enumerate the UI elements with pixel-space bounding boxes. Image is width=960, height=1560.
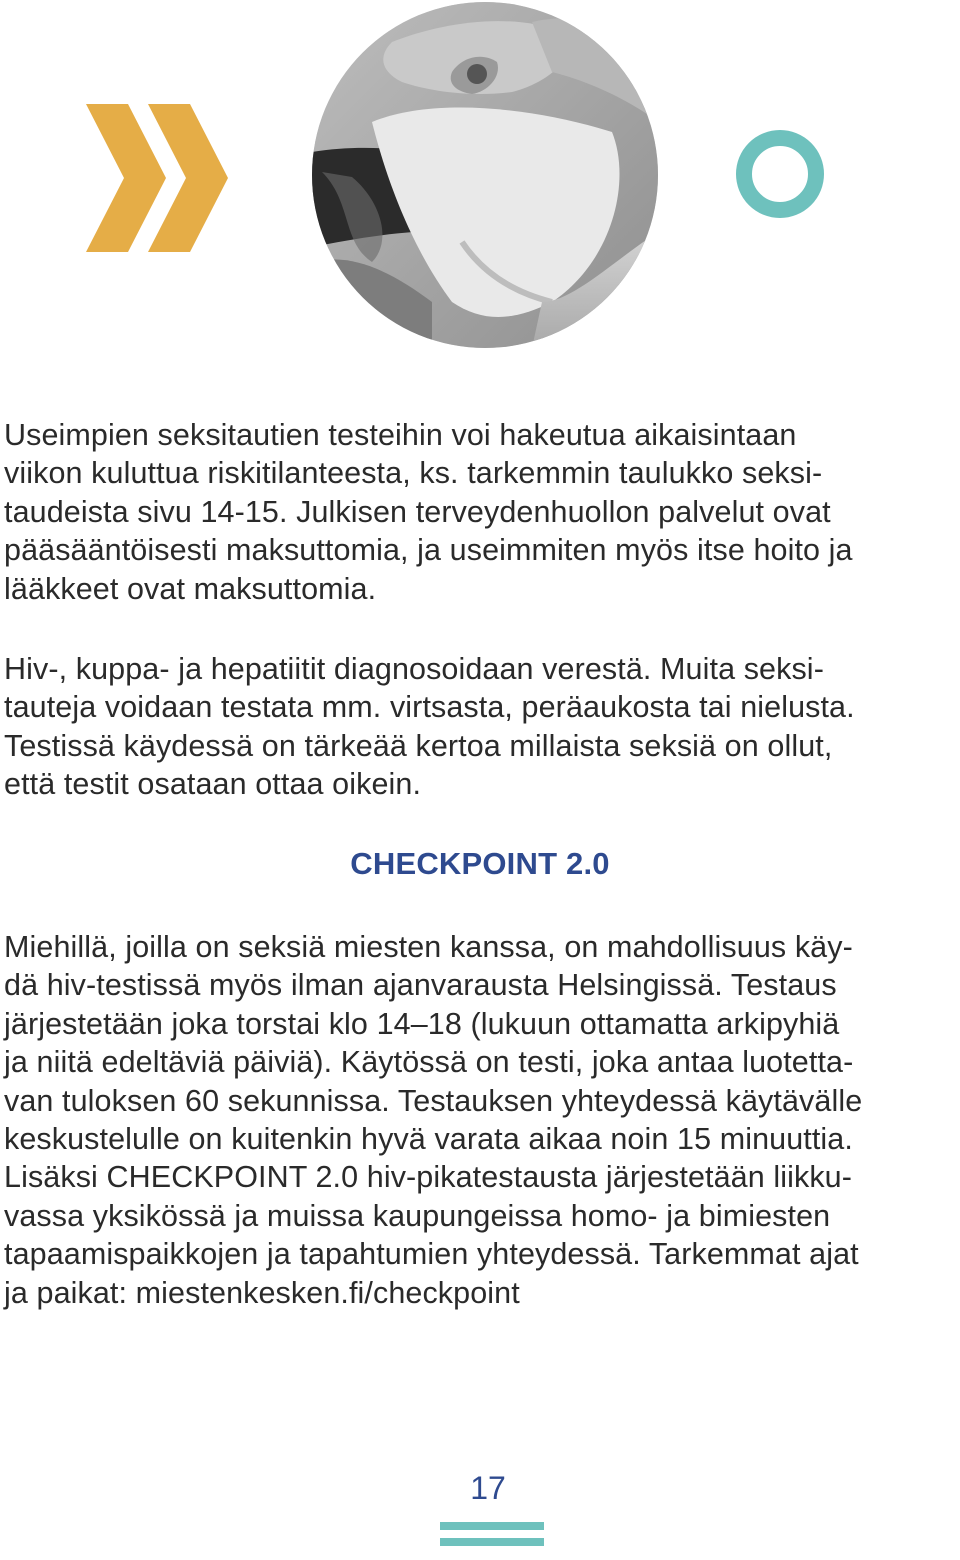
page-number: 17 [470,1470,506,1506]
footer-bar [440,1538,544,1546]
paragraph-line: lääkkeet ovat maksuttomia. [4,571,377,606]
intro-paragraph [4,416,960,608]
paragraph-line: ja niitä edeltäviä päiviä). Käytössä on testi, joka antaa luotetta- [4,1045,854,1080]
paragraph-line: tauteja voidaan testata mm. virtsasta, peräaukosta tai nielusta. [4,690,855,725]
paragraph-line: viikon kuluttua riskitilanteesta, ks. tarkemmin taulukko seksi- [4,456,823,491]
paragraph-line: Useimpien seksitautien testeihin voi hakeutua aikaisintaan [4,418,797,452]
paragraph-line: Hiv-, kuppa- ja hepatiitit diagnosoidaan verestä. Muita seksi- [4,652,824,686]
paragraph-line: keskustelulle on kuitenkin hyvä varata aikaa noin 15 minuuttia. [4,1122,853,1157]
paragraph-line: vassa yksikössä ja muissa kaupungeissa homo- ja bimiesten [4,1198,831,1233]
paragraph-line: Testissä käydessä on tärkeää kertoa millaista seksiä on ollut, [4,728,833,763]
footer-bar [440,1522,544,1530]
paragraph-line: järjestetään joka torstai klo 14–18 (lukuun ottamatta arkipyhiä [4,1006,840,1041]
diagnosis-paragraph [4,650,960,804]
paragraph-line: Lisäksi CHECKPOINT 2.0 hiv-pikatestausta järjestetään liikku- [4,1160,853,1195]
paragraph-line: dä hiv-testissä myös ilman ajanvarausta Helsingissä. Testaus [4,968,837,1003]
footer-decoration [440,1522,544,1554]
section-heading: CHECKPOINT 2.0 [350,846,610,881]
paragraph-line: ja paikat: miestenkesken.fi/checkpoint [4,1275,520,1310]
paragraph-line: tapaamispaikkojen ja tapahtumien yhteydessä. Tarkemmat ajat [4,1237,859,1272]
photo-image [312,2,658,348]
double-chevron-right-icon [86,104,228,252]
paragraph-line: van tuloksen 60 sekunnissa. Testauksen yhteydessä käytävälle [4,1083,863,1118]
paragraph-line: että testit osataan ottaa oikein. [4,767,422,802]
chevron-left-shape [86,104,166,252]
ring-icon [735,129,825,219]
paragraph-line: Miehillä, joilla on seksiä miesten kanssa, on mahdollisuus käy- [4,930,853,964]
paragraph-line: pääsääntöisesti maksuttomia, ja useimmiten myös itse hoito ja [4,533,853,568]
checkpoint-paragraph [4,928,960,1312]
paragraph-line: taudeista sivu 14-15. Julkisen terveydenhuollon palvelut ovat [4,494,831,529]
